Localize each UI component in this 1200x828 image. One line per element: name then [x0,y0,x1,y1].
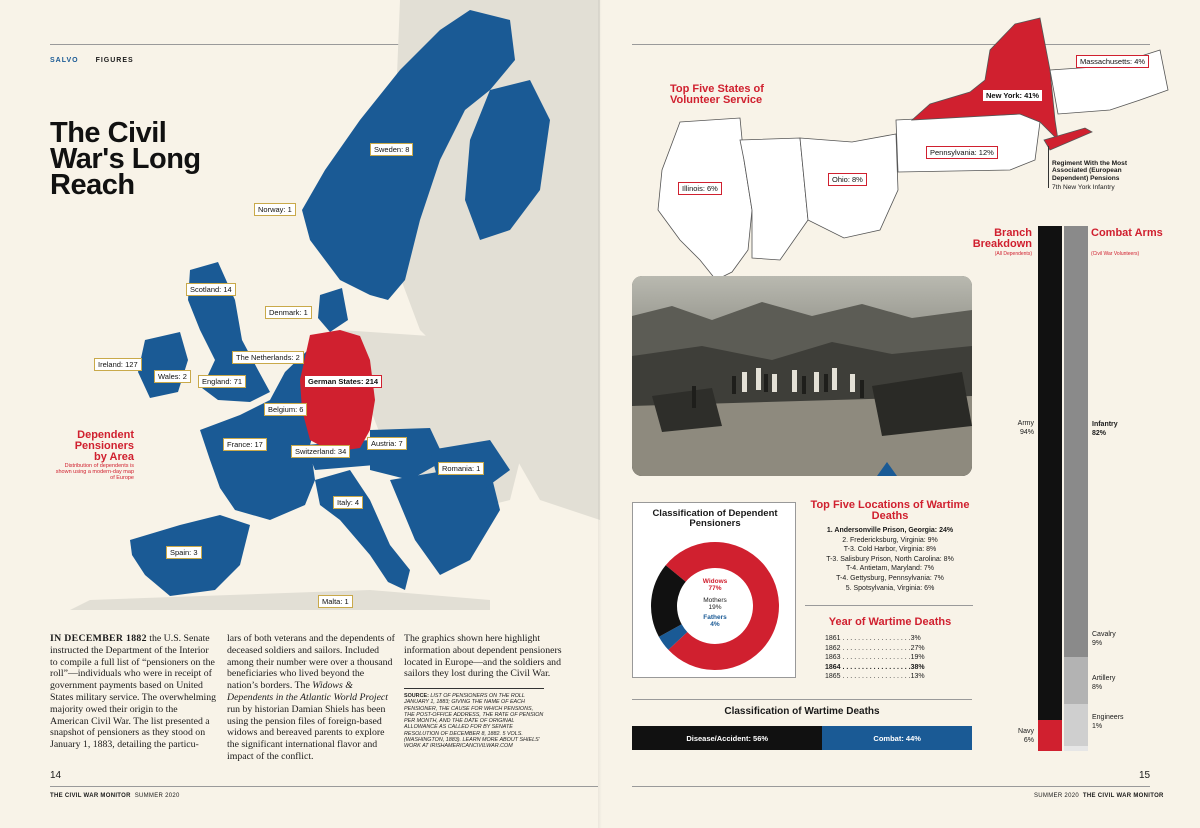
location-item: T-3. Cold Harbor, Virginia: 8% [843,546,937,554]
navy-value: 6% [1023,736,1034,744]
branch-bar [1038,226,1062,751]
article-col2-text-b: run by historian Damian Shiels has been using the pension files of foreign-based widows and bereaved parents to explore the significant international flavor and impact of the conflict. [227,703,386,762]
italy-label: Italy: 4 [333,496,363,509]
infantry-label: Infantry [1092,421,1118,428]
locations-rule [805,605,973,606]
combat-bar: Combat: 44% [822,726,972,750]
page-title: The Civil War's Long Reach [50,117,201,201]
widows-legend [685,578,745,592]
year-label: 1861 [825,635,841,642]
project-name: Widows & Dependents in the Atlantic World Project [227,680,388,703]
article-column-3 [404,633,572,680]
years-list [825,634,965,682]
gutter-shadow [598,0,602,828]
artillery-label: Artillery [1092,675,1116,682]
engineers-legend [1092,714,1124,731]
year-label: 1863 [825,654,841,661]
classification-box [632,502,796,678]
army-segment [1038,226,1062,720]
pennsylvania-shape [896,114,1040,172]
army-label: Army [1017,420,1034,427]
engineers-label: Engineers [1092,714,1124,721]
navy-label: Navy [1018,728,1034,735]
engineers-segment [1064,746,1088,751]
year-value: 3% [910,635,921,642]
year-dots: . . . . . . . . . . . . . . . . . . [840,654,911,661]
mothers-value: 19% [708,604,722,611]
classification-title: Classification of Dependent Pensioners [652,508,778,529]
states-map [640,10,1170,290]
years-title: Year of Wartime Deaths [828,616,952,628]
section-label: SALVO [50,57,79,64]
subsection-label: FIGURES [95,57,134,64]
historical-photo [632,276,972,476]
year-label: 1865 [825,673,841,680]
massachusetts-label: Massachusetts: 4% [1076,55,1149,68]
norway-label: Norway: 1 [254,203,296,216]
army-value: 94% [1019,428,1034,436]
cavalry-label: Cavalry [1092,631,1116,638]
article-column-1 [50,633,218,751]
article-column-2 [227,633,395,763]
location-item: T-4. Gettysburg, Pennsylvania: 7% [836,574,944,582]
footer-left [50,793,180,799]
illinois-shape [658,118,752,280]
combat-arms-title: Combat Arms [1091,227,1163,239]
ireland-shape [138,332,188,398]
disease-bar: Disease/Accident: 56% [632,726,822,750]
footer-issue-left: SUMMER 2020 [134,793,180,799]
spain-label: Spain: 3 [166,546,202,559]
ireland-label: Ireland: 127 [94,358,142,371]
year-row [825,653,965,663]
branch-subtitle: (All Dependents) [994,251,1032,257]
footer-mag-right: THE CIVIL WAR MONITOR [1082,793,1164,799]
regiment-leader-line [1048,146,1049,188]
belgium-label: Belgium: 6 [264,403,307,416]
location-item: 1. Andersonville Prison, Georgia: 24% [826,527,954,534]
new-york-label: New York: 41% [982,89,1043,102]
year-dots: . . . . . . . . . . . . . . . . . . [840,663,911,671]
artillery-value: 8% [1092,683,1103,691]
article-col1-text: the U.S. Senate instructed the Department of the Interior to compile a full list of “pensioners on the roll”—individuals who were in receipt of government payments based on United States military service. The overwhelming majority owed their origin to the American Civil War. The list presented a snapshot of pensioners as they stood on January 1, 1883, detailing the particu- [50,633,217,751]
indiana-shape [740,138,808,260]
romania-label: Romania: 1 [438,462,484,475]
europe-map [70,0,600,610]
switzerland-label: Switzerland: 34 [291,445,350,458]
year-value: 27% [910,644,925,652]
fathers-value: 4% [710,621,720,628]
article-lead: IN DECEMBER 1882 [50,633,147,644]
year-row [825,663,965,673]
fathers-label: Fathers [703,614,727,621]
source-label: SOURCE: [404,693,429,699]
bottom-rule-right [632,786,1150,787]
year-label: 1864 [825,663,841,671]
source-note [404,688,544,750]
year-dots: . . . . . . . . . . . . . . . . . . [840,644,911,652]
year-value: 13% [910,673,925,680]
infantry-legend [1092,421,1118,438]
map-subtitle: Distribution of dependents is shown using a modern-day map of Europe [55,463,134,481]
navy-legend [1004,728,1034,745]
ohio-shape [800,134,898,238]
engineers-value: 1% [1092,722,1103,730]
mothers-label: Mothers [703,597,727,604]
mothers-legend [685,597,745,611]
artillery-segment [1064,704,1088,746]
wales-label: Wales: 2 [154,370,191,383]
source-text: LIST OF PENSIONERS ON THE ROLL JANUARY 1, 1883; GIVING THE NAME OF EACH PENSIONER, THE CAUSE FOR WHICH PENSIONS, THE POST-OFFICE ADDRESS, THE RATE OF PENSION PER MONTH, AND THE DATE OF ORIGINAL ALLOWANCE AS CALLED FOR BY SENATE RESOLUTION OF DECEMBER 8, 1882. 5 VOLS. (WASHINGTON, 1883). LEARN MORE ABOUT SHIELS’ WORK AT IRISHAMERICANCIVILWAR.COM [404,693,544,750]
footer-issue-right: SUMMER 2020 [1034,793,1079,799]
wartime-deaths-rule [632,699,972,700]
north-africa-land [70,590,490,610]
widows-value: 77% [708,585,722,592]
cavalry-segment [1064,657,1088,704]
location-item: 2. Fredericksburg, Virginia: 9% [842,536,938,544]
army-legend [1004,420,1034,437]
locations-list [805,526,975,593]
location-item: 5. Spotsylvania, Virginia: 6% [845,584,935,592]
cavalry-value: 9% [1092,639,1103,647]
ohio-label: Ohio: 8% [828,173,867,186]
infantry-value: 82% [1092,429,1107,437]
navy-segment [1038,720,1062,752]
location-item: T-4. Antietam, Maryland: 7% [846,565,934,573]
illinois-label: Illinois: 6% [678,182,722,195]
page-number-left: 14 [50,770,62,781]
artillery-legend [1092,675,1115,692]
regiment-title: Regiment With the Most Associated (European Dependent) Pensions [1052,160,1128,182]
year-value: 38% [910,663,925,671]
bottom-rule-left [50,786,598,787]
german-states-label: German States: 214 [304,375,382,388]
location-item: T-3. Salisbury Prison, North Carolina: 8% [826,555,954,563]
footer-right [1034,793,1164,799]
prison-camp-photo-image [632,276,972,476]
year-label: 1862 [825,644,841,652]
scotland-label: Scotland: 14 [186,283,236,296]
year-value: 19% [910,654,925,661]
france-label: France: 17 [223,438,267,451]
combat-arms-subtitle: (Civil War Volunteers) [1091,251,1140,257]
combat-arms-bar [1064,226,1088,751]
infantry-segment [1064,226,1088,657]
wartime-deaths-title: Classification of Wartime Deaths [724,706,880,717]
map-title: Dependent Pensioners by Area [74,429,134,463]
locations-title: Top Five Locations of Wartime Deaths [810,499,970,522]
cavalry-legend [1092,631,1116,648]
article-col2-text-a: lars of both veterans and the dependents of deceased soldiers and sailors. Included among their number were over a thousand beneficiaries who lived beyond the nation’s borders. The [227,633,395,692]
year-dots: . . . . . . . . . . . . . . . . . . [840,673,911,680]
denmark-label: Denmark: 1 [265,306,312,319]
article-col3-text: The graphics shown here highlight information about dependent pensioners located in Europe—and the soldiers and sailors they lost during the Civil War. [404,633,562,680]
widows-label: Widows [702,578,728,585]
photo-pointer-icon [877,462,897,476]
year-row [825,672,965,682]
year-dots: . . . . . . . . . . . . . . . . . . [840,635,911,642]
pennsylvania-label: Pennsylvania: 12% [926,146,998,159]
sweden-label: Sweden: 8 [370,143,413,156]
fathers-legend [685,614,745,628]
austria-label: Austria: 7 [367,437,407,450]
branch-title: Branch Breakdown [972,227,1032,250]
netherlands-label: The Netherlands: 2 [232,351,304,364]
england-label: England: 71 [198,375,246,388]
german-states-shape [300,330,375,452]
year-row [825,644,965,654]
states-title: Top Five States of Volunteer Service [670,83,764,106]
regiment-name: 7th New York Infantry [1052,184,1115,191]
page-number-right: 15 [1139,770,1151,781]
footer-mag-left: THE CIVIL WAR MONITOR [50,793,131,799]
denmark-shape [318,288,348,332]
year-row [825,634,965,644]
malta-label: Malta: 1 [318,595,353,608]
